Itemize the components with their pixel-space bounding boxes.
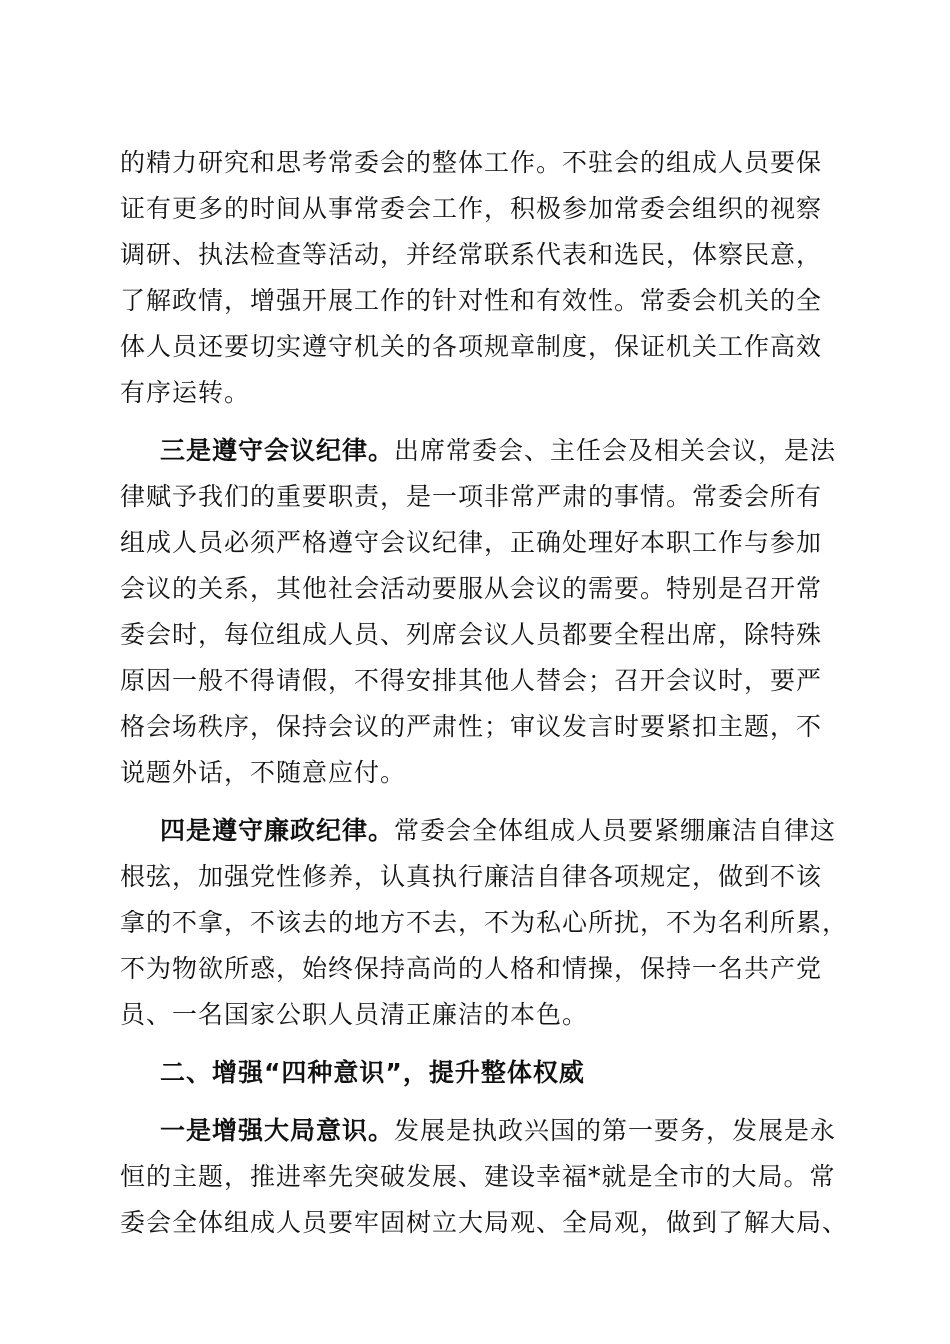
body-line: 不为物欲所惑，始终保持高尚的人格和情操，保持一名共产党 [120,954,823,983]
body-line: 会议的关系，其他社会活动要服从会议的需要。特别是召开常 [120,574,823,603]
body-line: 恒的主题，推进率先突破发展、建设幸福*就是全市的大局。常 [120,1162,836,1191]
body-line: 体人员还要切实遵守机关的各项规章制度，保证机关工作高效 [120,332,823,361]
body-line: 员、一名国家公职人员清正廉洁的本色。 [120,1000,589,1029]
section-heading: 二、增强“四种意识”，提升整体权威 [160,1058,585,1087]
paragraph-lead-line: 三是遵守会议纪律。出席常委会、主任会及相关会议，是法 [160,436,837,465]
body-line: 说题外话，不随意应付。 [120,758,407,787]
paragraph-lead-line: 一是增强大局意识。发展是执政兴国的第一要务，发展是永 [160,1116,837,1145]
body-line: 委会时，每位组成人员、列席会议人员都要全程出席，除特殊 [120,620,823,649]
body-line: 委会全体组成人员要牢固树立大局观、全局观，做到了解大局、 [120,1208,849,1237]
body-line: 格会场秩序，保持会议的严肃性；审议发言时要紧扣主题，不 [120,712,823,741]
body-line: 根弦，加强党性修养，认真执行廉洁自律各项规定，做到不该 [120,862,823,891]
body-line: 的精力研究和思考常委会的整体工作。不驻会的组成人员要保 [120,148,823,177]
paragraph-lead: 四是遵守廉政纪律。 [160,816,395,845]
body-line: 拿的不拿，不该去的地方不去，不为私心所扰，不为名利所累， [120,908,849,937]
paragraph-lead: 三是遵守会议纪律。 [160,436,395,465]
paragraph-lead: 一是增强大局意识。 [160,1116,395,1145]
body-line: 证有更多的时间从事常委会工作，积极参加常委会组织的视察 [120,194,823,223]
paragraph-lead-line: 四是遵守廉政纪律。常委会全体组成人员要紧绷廉洁自律这 [160,816,837,845]
body-line: 有序运转。 [120,378,251,407]
body-line: 了解政情，增强开展工作的针对性和有效性。常委会机关的全 [120,286,823,315]
body-line: 组成人员必须严格遵守会议纪律，正确处理好本职工作与参加 [120,528,823,557]
body-line: 律赋予我们的重要职责，是一项非常严肃的事情。常委会所有 [120,482,823,511]
body-line: 调研、执法检查等活动，并经常联系代表和选民，体察民意， [120,240,823,269]
body-line: 原因一般不得请假，不得安排其他人替会；召开会议时，要严 [120,666,823,695]
